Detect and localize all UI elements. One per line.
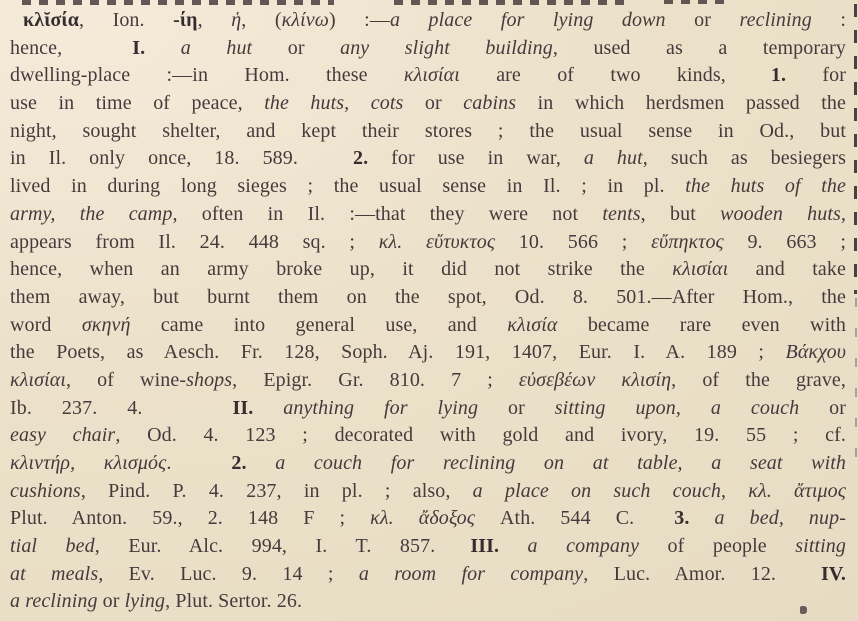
entry-line [10, 118, 846, 146]
entry-line [10, 339, 846, 367]
greek-text: Βάκχου [785, 341, 846, 364]
entry-text: for [786, 64, 846, 87]
section-gap [62, 53, 132, 54]
greek-text: κλίνω [281, 9, 329, 31]
entry-text: for use in war, [368, 147, 584, 170]
section-marker: 2. [231, 452, 247, 474]
section-marker: 2. [352, 147, 369, 170]
entry-text: tial bed [10, 535, 95, 558]
entry-line [10, 62, 846, 90]
entry-text: cabins [463, 92, 517, 115]
entry-text: or [252, 36, 341, 59]
entry-line [10, 229, 846, 257]
entry-line [10, 561, 846, 589]
section-marker: 3. [674, 507, 690, 530]
entry-text: Plut. Anton. 59., 2. 148 F ; [10, 507, 371, 530]
entry-text: Ib. 237. 4. [10, 396, 143, 419]
entry-text: them away, but burnt them on the spot, Od. 8. 501.—After Hom., the [10, 285, 846, 308]
entry-text: , Luc. Amor. 12. [583, 562, 777, 585]
entry-text: a place for lying down [389, 9, 666, 31]
entry-text: sitting upon, a couch [554, 396, 800, 419]
entry-text: of people [639, 535, 796, 558]
entry-line [10, 450, 846, 478]
entry-text: , Ion. [78, 9, 174, 31]
entry-text: became rare even with [557, 313, 846, 336]
entry-text: . [166, 452, 172, 474]
entry-text: hence, when an army broke up, it did not strike the [10, 258, 673, 281]
entry-text: in Il. only once, 18. 589. [10, 147, 298, 170]
entry-text: or [403, 92, 464, 115]
entry-text: tents [602, 202, 641, 225]
entry-line [10, 7, 846, 35]
entry-text: a hut [583, 147, 643, 170]
section-gap [435, 551, 470, 552]
entry-text: night, sought shelter, and kept their stores ; the usual sense in Od., but [10, 119, 846, 142]
greek-text: κλισία [507, 313, 558, 336]
entry-text: , often in Il. :—that they were not [172, 202, 603, 225]
greek-text: κλ. ἄδοξος [370, 507, 475, 530]
entry-text: , ( [241, 9, 282, 31]
entry-text: word [10, 313, 82, 336]
entry-line [10, 201, 846, 229]
entry-text: Ath. 544 C. [474, 507, 635, 530]
entry-text: and take [728, 258, 846, 281]
entry-text: , [720, 479, 749, 502]
entry-line [10, 145, 846, 173]
entry-text: or [478, 396, 555, 419]
text-fragment-mark [22, 0, 334, 5]
entry-text: , Ev. Luc. 9. 14 ; [98, 562, 359, 585]
entry-text: army, the camp [10, 202, 173, 225]
entry-text: or [97, 590, 125, 613]
entry-text: wooden huts, [720, 202, 846, 225]
section-gap [726, 80, 771, 81]
entry-text: hence, [10, 36, 63, 59]
greek-text: κλισίαι [10, 368, 66, 391]
entry-text: , Pind. P. 4. 237, in pl. ; also, [80, 479, 473, 502]
entry-text: appears from Il. 24. 448 sq. ; [10, 230, 379, 253]
entry-text: , but [640, 202, 721, 225]
entry-text: use in time of peace, [10, 92, 265, 115]
entry-text: , of the grave, [671, 368, 846, 391]
entry-text: dwelling-place :—in Hom. these [10, 64, 404, 87]
entry-text: , of wine- [66, 368, 187, 391]
entry-text: , used as a temporary [552, 36, 846, 59]
entry-text: any slight building [340, 36, 553, 59]
entry-text: easy chair [10, 424, 116, 447]
entry-text: anything for lying [253, 396, 479, 419]
entry-text: , Plut. Sertor. 26. [165, 590, 303, 613]
entry-text: , Epigr. Gr. 810. 7 ; [232, 368, 519, 391]
entry-text: or [799, 396, 846, 419]
greek-text: σκηνή [81, 313, 131, 336]
greek-text: εὔπηκτος [651, 230, 724, 253]
entry-text: came into general use, and [130, 313, 508, 336]
entry-text: in which herdsmen passed the [516, 92, 846, 115]
column-divider-line [854, 4, 857, 294]
greek-text: ἡ [231, 9, 242, 31]
section-gap [171, 468, 231, 469]
entry-text: a hut [145, 36, 253, 59]
entry-line [10, 35, 846, 63]
entry-line [10, 284, 846, 312]
entry-text: a couch for reclining on at table, a seat with [246, 452, 846, 474]
entry-text: the huts of the [685, 175, 846, 198]
entry-text: reclining [739, 9, 812, 31]
section-marker: I. [132, 36, 146, 59]
entry-text: a bed, nup- [689, 507, 846, 530]
entry-text: are of two kinds, [459, 64, 726, 87]
entry-text: a company [499, 535, 640, 558]
entry-text: , such as besiegers [642, 147, 846, 170]
section-gap [634, 523, 674, 524]
lexicon-entry-klisia [10, 7, 846, 616]
entry-line [10, 90, 846, 118]
entry-text: or [665, 9, 740, 31]
entry-line [10, 505, 846, 533]
entry-text: , Eur. Alc. 994, I. T. 857. [94, 535, 436, 558]
entry-text: , Od. 4. 123 ; decorated with gold and ivory, 19. 55 ; cf. [115, 424, 846, 447]
entry-text: 10. 566 ; [495, 230, 652, 253]
entry-text: lying [124, 590, 166, 613]
entry-text: the huts, cots [264, 92, 404, 115]
entry-line [10, 395, 846, 423]
section-marker: IV. [821, 562, 846, 585]
entry-line [10, 256, 846, 284]
greek-text: κλ. ἄτιμος [748, 479, 846, 502]
section-marker: III. [470, 535, 500, 558]
entry-line [10, 173, 846, 201]
section-marker: 1. [770, 64, 787, 87]
entry-text: shops [186, 368, 233, 391]
entry-line [10, 312, 846, 340]
entry-text: , [197, 9, 232, 31]
entry-text: at meals [10, 562, 99, 585]
entry-line [10, 478, 846, 506]
clipped-previous-line-remnant [22, 0, 742, 7]
entry-line [10, 533, 846, 561]
column-divider-line-faint [855, 298, 857, 458]
greek-text: κλισίαι [403, 64, 460, 87]
entry-text: the Poets, as Aesch. Fr. 128, Soph. Aj. 191, 1407, Eur. I. A. 189 ; [10, 341, 786, 364]
section-gap [142, 413, 232, 414]
text-fragment-mark [394, 0, 626, 5]
section-gap [776, 579, 821, 580]
ink-speck [800, 606, 807, 614]
greek-text: κλιντήρ, κλισμός [10, 452, 167, 474]
entry-text: : [811, 9, 846, 31]
entry-text: lived in during long sieges ; the usual sense in Il. ; in pl. [10, 175, 686, 198]
entry-line [10, 422, 846, 450]
section-gap [298, 163, 353, 164]
entry-text: a reclining [10, 590, 98, 613]
entry-line [10, 588, 846, 616]
entry-text: a place on such couch [472, 479, 721, 502]
entry-text: 9. 663 ; [723, 230, 846, 253]
text-fragment-mark [664, 0, 726, 4]
entry-text: cushions [10, 479, 81, 502]
section-marker: II. [232, 396, 254, 419]
entry-text: a room for company [358, 562, 584, 585]
greek-text: κλισίαι [672, 258, 729, 281]
section-marker: -ίη [173, 9, 198, 31]
entry-line [10, 367, 846, 395]
entry-text: ) :— [328, 9, 390, 31]
greek-text: κλ. εὔτυκτος [378, 230, 496, 253]
greek-text: εὐσεβέων κλισίη [518, 368, 672, 391]
section-marker: κλῐσία [23, 9, 79, 31]
entry-text: sitting [795, 535, 846, 558]
